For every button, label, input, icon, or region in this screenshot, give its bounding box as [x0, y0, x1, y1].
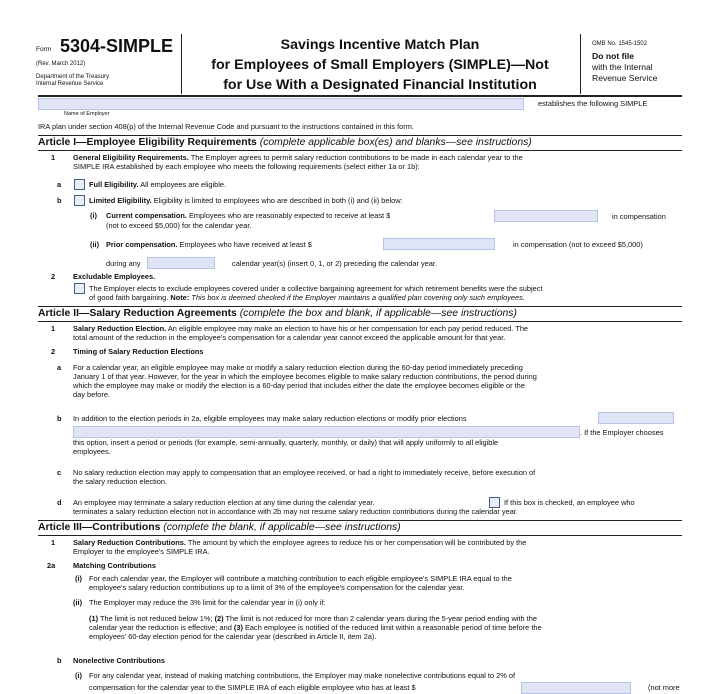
nonelective-amount-field[interactable] — [521, 682, 631, 694]
during-any-text: during any — [106, 259, 141, 268]
art2-b-line-4: employees. — [73, 447, 111, 456]
employer-name-field[interactable] — [38, 98, 524, 110]
art1-heading — [38, 137, 532, 148]
matching-i-line-2: employee's salary reduction contributions up to a limit of 3% of the employee's compensation for the calendar year. — [89, 583, 465, 592]
art2-item-1-num: 1 — [51, 324, 56, 333]
in-compensation-text: in compensation — [612, 212, 666, 221]
art2-b-line-1: In addition to the election periods in 2a, eligible employees may make salary reduction elections or modify prior elections — [73, 414, 467, 423]
form-revision: (Rev. March 2012) — [36, 61, 86, 67]
art1-item-2-num: 2 — [51, 272, 56, 281]
excludable-employees-checkbox[interactable] — [74, 283, 85, 294]
in-compensation-2-text: in compensation (not to exceed $5,000) — [513, 240, 643, 249]
form-title — [184, 35, 576, 95]
full-eligibility-text: Full Eligibility. All employees are eligible. — [89, 180, 227, 189]
art1-general-eligibility-2: SIMPLE IRA established by each employee who meets the following requirements (select either 1a or 1b): — [73, 162, 420, 171]
excludable-employees-title: Excludable Employees. — [73, 272, 156, 281]
art1-item-1-num: 1 — [51, 153, 56, 162]
art3-title: Article III—Contributions — [38, 522, 161, 533]
art2-d-line-1: An employee may terminate a salary reduction election at any time during the calendar year. — [73, 498, 375, 507]
art2-bottom-rule — [38, 321, 682, 322]
ira-plan-text: IRA plan under section 408(p) of the Internal Revenue Code and pursuant to the instructions contained in this form. — [38, 122, 414, 131]
with-internal: with the Internal — [592, 62, 653, 72]
revenue-service: Revenue Service — [592, 73, 658, 83]
establishes-text: establishes the following SIMPLE — [538, 99, 648, 108]
art2-b-line-3: this option, insert a period or periods (for example, semi-annually, quarterly, monthly, or daily) that will apply uniformly to all eligible — [73, 438, 499, 447]
art2-b-line-2: . If the Employer chooses — [580, 428, 664, 437]
prior-compensation-field[interactable] — [383, 238, 495, 250]
art2-top-rule — [38, 306, 682, 307]
timing-title: Timing of Salary Reduction Elections — [73, 347, 204, 356]
art2-c-letter: c — [57, 468, 62, 477]
art1-bottom-rule — [38, 150, 682, 151]
salary-reduction-election: Salary Reduction Election. An eligible employee may make an election to have his or her compensation for each pay period reduced. The — [73, 324, 529, 333]
title-line-1: Savings Incentive Match Plan — [280, 37, 480, 53]
art3-subtitle: (complete the blank, if applicable—see instructions) — [163, 522, 401, 533]
art3-item-1-num: 1 — [51, 538, 56, 547]
art3-match-i-label: (i) — [75, 574, 82, 583]
matching-i-line-1: For each calendar year, the Employer will contribute a matching contribution to each eligible employee's SIMPLE IRA equal to the — [89, 574, 512, 583]
art2-heading — [38, 308, 517, 319]
art2-d-line-1b: If this box is checked, an employee who — [504, 498, 635, 507]
art1-ii-label: (ii) — [90, 240, 100, 249]
reduction-conditions-1: (1) The limit is not reduced below 1%; (2) The limit is not reduced for more than 2 calendar years during the 5-year period ending with the — [89, 614, 537, 623]
art1-a-letter: a — [57, 180, 62, 189]
art2-c-line-2: the salary reduction election. — [73, 477, 168, 486]
art3-top-rule — [38, 520, 682, 521]
full-eligibility-checkbox[interactable] — [74, 179, 85, 190]
header-divider-left — [181, 34, 182, 94]
omb-number: OMB No. 1545-1502 — [592, 41, 648, 47]
employer-name-label: Name of Employer — [64, 111, 110, 117]
matching-contributions-title: Matching Contributions — [73, 561, 156, 570]
art1-b-letter: b — [57, 196, 62, 205]
title-line-3: for Use With a Designated Financial Institution — [223, 77, 537, 93]
salary-reduction-contributions: Salary Reduction Contributions. The amount by which the employee agrees to reduce his or her compensation will be contributed by the — [73, 538, 527, 547]
art2-a-line-4: day before. — [73, 390, 110, 399]
election-periods-field-1[interactable] — [598, 412, 674, 424]
header-divider-right — [580, 34, 581, 94]
calendar-years-text: calendar year(s) (insert 0, 1, or 2) preceding the calendar year. — [232, 259, 437, 268]
limited-eligibility-text: Limited Eligibility. Eligibility is limited to employees who are described in both (i) and (ii) below: — [89, 196, 403, 205]
do-not-file: Do not file — [592, 51, 635, 61]
art2-b-letter: b — [57, 414, 62, 423]
art3-b-letter: b — [57, 656, 62, 665]
form-label: Form — [36, 46, 52, 53]
nonelective-contributions-title: Nonelective Contributions — [73, 656, 165, 665]
art1-i-label: (i) — [90, 211, 97, 220]
header-bottom-rule — [38, 95, 682, 97]
art2-d-letter: d — [57, 498, 62, 507]
prior-compensation-text: Prior compensation. Employees who have received at least $ — [106, 240, 312, 249]
salary-reduction-contributions-2: Employer to the employee's SIMPLE IRA. — [73, 547, 210, 556]
art2-a-letter: a — [57, 363, 62, 372]
reduction-conditions-2: calendar year the reduction is effective; and (3) Each employee is notified of the reduced limit within a reasonable period of time before the — [89, 623, 542, 632]
art1-general-eligibility: General Eligibility Requirements. The Employer agrees to permit salary reduction contributions to be made in each calendar year to the — [73, 153, 523, 162]
art2-subtitle: (complete the box and blank, if applicable—see instructions) — [239, 308, 517, 319]
nonelective-line-1: For any calendar year, instead of making matching contributions, the Employer may make nonelective contributions equal to 2% of — [89, 671, 516, 680]
agency: Internal Revenue Service — [36, 81, 104, 87]
excludable-text-2: of good faith bargaining. Note: This box is deemed checked if the Employer maintains a qualified plan covering only such employees. — [89, 293, 525, 302]
art2-item-2-num: 2 — [51, 347, 56, 356]
art2-d-line-2: terminates a salary reduction election not in accordance with 2b may not resume salary reduction contributions during the calendar year. — [73, 507, 518, 516]
calendar-years-field[interactable] — [147, 257, 215, 269]
art3-2a-num: 2a — [47, 561, 56, 570]
art2-title: Article II—Salary Reduction Agreements — [38, 308, 237, 319]
art1-top-rule — [38, 135, 682, 136]
matching-ii-line: The Employer may reduce the 3% limit for the calendar year in (i) only if: — [89, 598, 326, 607]
limited-eligibility-checkbox[interactable] — [74, 195, 85, 206]
salary-reduction-election-2: total amount of the reduction in the employee's compensation for a calendar year cannot exceed the applicable amount for that year. — [73, 333, 506, 342]
nonelective-line-2: compensation for the calendar year to the SIMPLE IRA of each eligible employee who has at least $ — [89, 683, 416, 692]
election-periods-field-2[interactable] — [73, 426, 580, 438]
art3-heading — [38, 522, 401, 533]
title-line-2: for Employees of Small Employers (SIMPLE)—Not — [211, 57, 549, 73]
omb-box — [592, 40, 687, 84]
art2-a-line-2: January 1 of that year. However, for the year in which the employee becomes eligible to make salary reduction contributions, the period during — [73, 372, 537, 381]
not-exceed-text: (not to exceed $5,000) for the calendar year. — [106, 221, 252, 230]
department: Department of the Treasury — [36, 74, 110, 80]
art2-c-line-1: No salary reduction election may apply to compensation that an employee received, or had a right to immediately receive, before execution of — [73, 468, 536, 477]
form-number: 5304-SIMPLE — [60, 36, 174, 56]
art3-nonelective-i-label: (i) — [75, 671, 82, 680]
art2-a-line-1: For a calendar year, an eligible employee may make or modify a salary reduction election during the 60-day period immediately preceding — [73, 363, 523, 372]
art1-subtitle: (complete applicable box(es) and blanks—see instructions) — [259, 137, 532, 148]
nonelective-line-2b: (not more — [648, 683, 680, 692]
art3-bottom-rule — [38, 535, 682, 536]
art2-a-line-3: which the employee may make or modify the election is a 60-day period that includes either the date the employee becomes eligible or the — [73, 381, 525, 390]
excludable-text-1: The Employer elects to exclude employees covered under a collective bargaining agreement for which retirement benefits were the subject — [89, 284, 543, 293]
art3-match-ii-label: (ii) — [73, 598, 83, 607]
current-compensation-text: Current compensation. Employees who are reasonably expected to receive at least $ — [106, 211, 391, 220]
current-compensation-field[interactable] — [494, 210, 598, 222]
art1-title: Article I—Employee Eligibility Requirements — [38, 137, 257, 148]
reduction-conditions-3: employees' 60-day election period for the calendar year (described in Article II, item 2a). — [89, 632, 377, 641]
